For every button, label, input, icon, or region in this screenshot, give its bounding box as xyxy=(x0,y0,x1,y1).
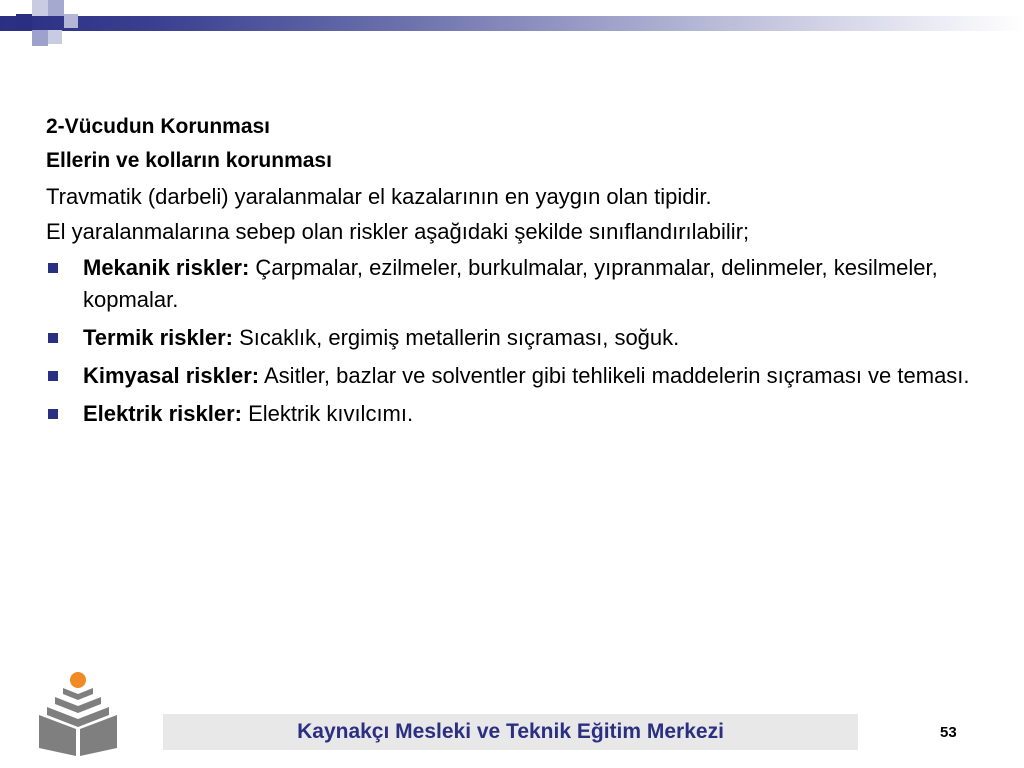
top-gradient-banner xyxy=(0,16,1024,31)
corner-square-light xyxy=(64,14,78,28)
corner-square-light xyxy=(48,0,64,16)
risk-list xyxy=(46,252,986,430)
corner-square-light xyxy=(32,0,48,16)
corner-squares-icon xyxy=(0,0,80,60)
bullet-term: Elektrik riskler: xyxy=(83,401,242,426)
logo-leaf-top xyxy=(63,688,93,700)
corner-square-mid xyxy=(32,30,48,46)
paragraph: El yaralanmalarına sebep olan riskler aşağıdaki şekilde sınıflandırılabilir; xyxy=(46,219,750,244)
subsection-heading: Ellerin ve kolların korunması xyxy=(46,149,332,172)
bullet-term: Kimyasal riskler: xyxy=(83,363,260,388)
bullet-text: Elektrik kıvılcımı. xyxy=(241,401,414,426)
bullet-square-icon xyxy=(48,333,58,343)
logo-sun-circle xyxy=(70,672,86,688)
paragraph: Travmatik (darbeli) yaralanmalar el kazalarının en yaygın olan tipidir. xyxy=(46,184,712,209)
bullet-text: Asitler, bazlar ve solventler gibi tehlikeli maddelerin sıçraması ve teması. xyxy=(259,363,970,388)
footer-bar xyxy=(163,714,858,750)
book-tree-logo-icon xyxy=(33,670,121,758)
bullet-text: Çarpmalar, ezilmeler, burkulmalar, yıpranmalar, delinmeler, kesilmeler, kopmalar. xyxy=(83,255,938,312)
bullet-text: Sıcaklık, ergimiş metallerin sıçraması, soğuk. xyxy=(233,325,680,350)
bullet-square-icon xyxy=(48,263,58,273)
bullet-term: Mekanik riskler: xyxy=(83,255,250,280)
corner-square-dark xyxy=(16,14,32,30)
list-item xyxy=(46,360,986,392)
bullet-square-icon xyxy=(48,371,58,381)
corner-square-light xyxy=(48,30,62,44)
slide-body xyxy=(46,110,986,436)
list-item xyxy=(46,322,986,354)
section-heading: 2-Vücudun Korunması xyxy=(46,115,271,138)
list-item xyxy=(46,398,986,430)
page-number: 53 xyxy=(940,724,957,741)
footer-title: Kaynakçı Mesleki ve Teknik Eğitim Merkezi xyxy=(297,720,724,743)
bullet-term: Termik riskler: xyxy=(83,325,234,350)
list-item xyxy=(46,252,986,316)
bullet-square-icon xyxy=(48,409,58,419)
